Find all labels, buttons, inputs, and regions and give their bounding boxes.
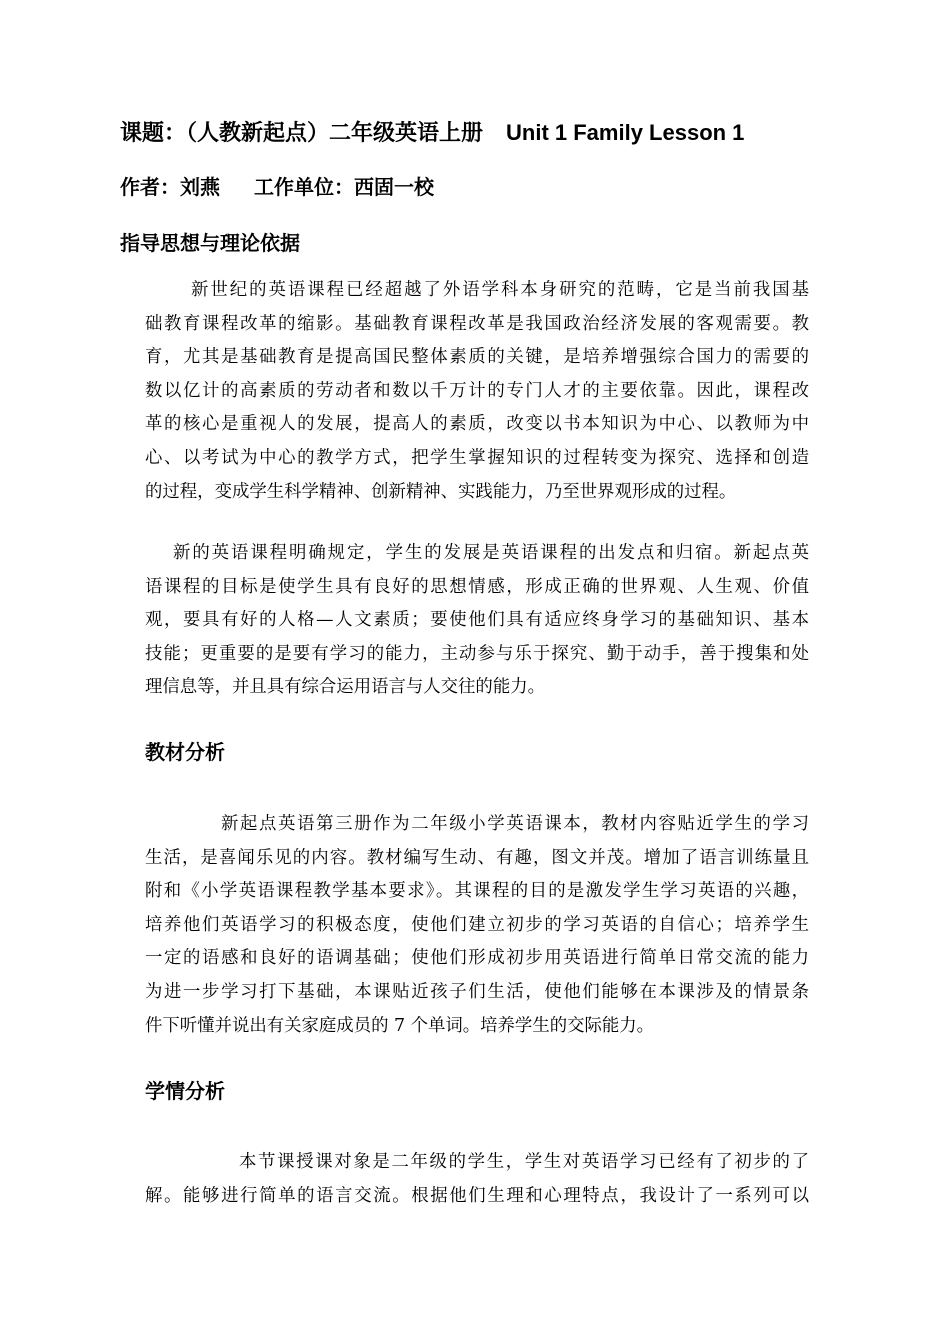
text-line: 附和《小学英语课程教学基本要求》。其课程的目的是激发学生学习英语的兴趣， xyxy=(145,881,809,902)
paragraph-students xyxy=(145,1146,809,1213)
text-line: 新起点英语第三册作为二年级小学英语课本，教材内容贴近学生的学习 xyxy=(221,814,809,834)
author-line xyxy=(120,170,434,204)
text-line: 数以亿计的高素质的劳动者和数以千万计的专门人才的主要依靠。因此，课程改 xyxy=(145,380,809,401)
lesson-title xyxy=(120,116,744,151)
text-line: 生活，是喜闻乐见的内容。教材编写生动、有趣，图文并茂。增加了语言训练量且 xyxy=(145,847,809,868)
heading-guiding: 指导思想与理论依据 xyxy=(120,231,300,255)
text-line: 技能；更重要的是要有学习的能力，主动参与乐于探究、勤于动手，善于搜集和处 xyxy=(145,643,809,664)
text-line: 观，要具有好的人格—人文素质；要使他们具有适应终身学习的基础知识、基本 xyxy=(145,610,809,631)
text-line: 育，尤其是基础教育是提高国民整体素质的关键，是培养增强综合国力的需要的 xyxy=(145,347,809,368)
text-line: 一定的语感和良好的语调基础；使他们形成初步用英语进行简单日常交流的能力 xyxy=(145,948,809,969)
paragraph-guiding-1 xyxy=(145,274,809,509)
heading-material: 教材分析 xyxy=(145,740,225,764)
title-english: Unit 1 Family Lesson 1 xyxy=(506,120,745,145)
text-line: 语课程的目标是使学生具有良好的思想情感，形成正确的世界观、人生观、价值 xyxy=(145,576,809,597)
text-line: 为进一步学习打下基础，本课贴近孩子们生活，使他们能够在本课涉及的情景条 xyxy=(145,981,809,1002)
text-line: 培养他们英语学习的积极态度，使他们建立初步的学习英语的自信心；培养学生 xyxy=(145,914,809,935)
title-text: （人教新起点）二年级英语上册 xyxy=(186,121,484,146)
text-line: 的过程，变成学生科学精神、创新精神、实践能力，乃至世界观形成的过程。 xyxy=(145,481,737,502)
paragraph-guiding-2 xyxy=(145,537,809,705)
text-line: 革的核心是重视人的发展，提高人的素质，改变以书本知识为中心、以教师为中 xyxy=(145,414,809,435)
text-line: 件下听懂并说出有关家庭成员的 7 个单词。培养学生的交际能力。 xyxy=(145,1015,655,1036)
text-line: 解。能够进行简单的语言交流。根据他们生理和心理特点，我设计了一系列可以 xyxy=(145,1185,809,1206)
text-line: 础教育课程改革的缩影。基础教育课程改革是我国政治经济发展的客观需要。教 xyxy=(145,313,809,334)
author-name: 作者：刘燕 xyxy=(120,175,220,199)
text-line: 新的英语课程明确规定，学生的发展是英语课程的出发点和归宿。新起点英 xyxy=(173,543,809,563)
heading-students: 学情分析 xyxy=(145,1079,225,1103)
paragraph-material xyxy=(145,808,809,1043)
text-line: 本节课授课对象是二年级的学生，学生对英语学习已经有了初步的了 xyxy=(239,1152,809,1172)
text-line: 心、以考试为中心的教学方式，把学生掌握知识的过程转变为探究、选择和创造 xyxy=(145,447,809,468)
text-line: 理信息等，并且具有综合运用语言与人交往的能力。 xyxy=(145,677,545,698)
work-unit: 工作单位：西固一校 xyxy=(254,175,434,199)
title-label: 课题： xyxy=(120,121,187,146)
text-line: 新世纪的英语课程已经超越了外语学科本身研究的范畴，它是当前我国基 xyxy=(191,280,809,300)
